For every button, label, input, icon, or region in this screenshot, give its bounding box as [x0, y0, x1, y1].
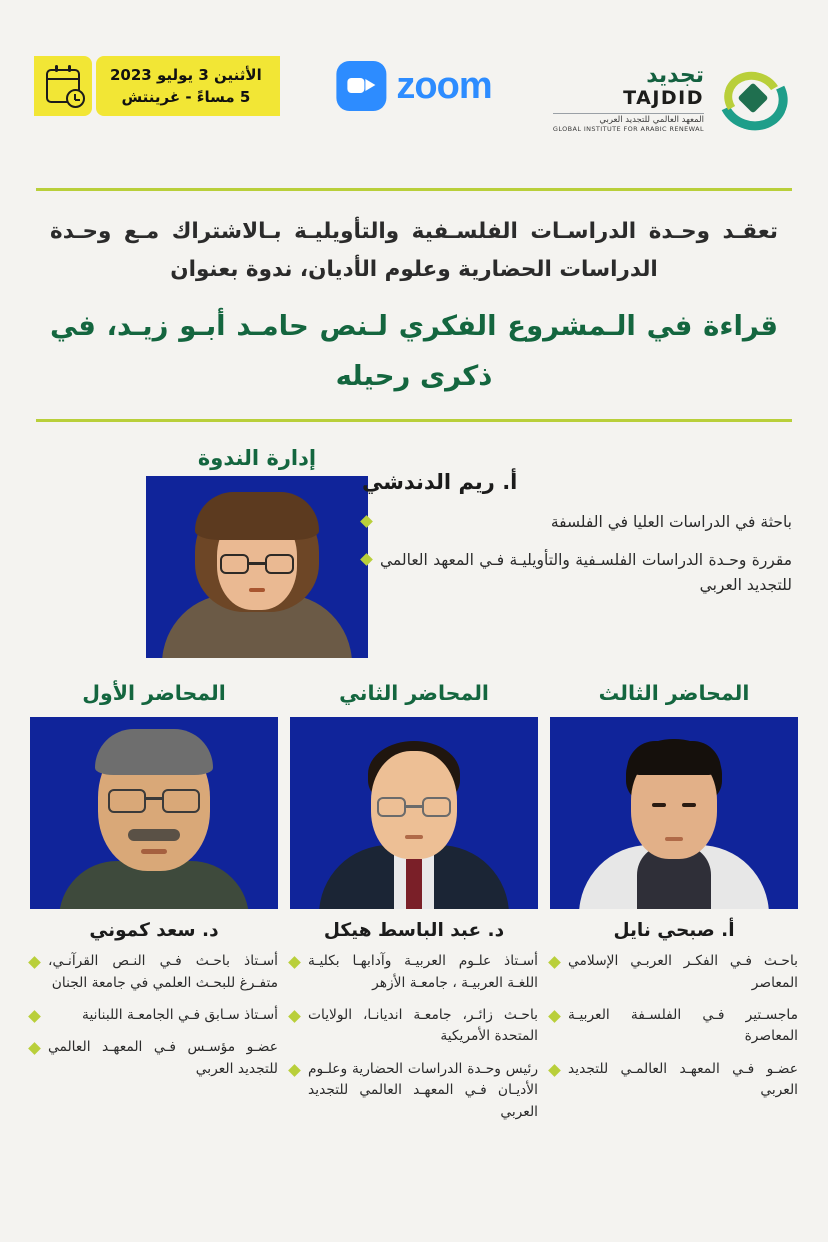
- speaker-point-text: عضـو مؤسـس فـي المعهـد العالمي للتجديد العربي: [48, 1039, 278, 1077]
- speaker-point-text: أسـتاذ باحـث فـي النـص القرآنـي، متفـرغ للبحـث العلمي في جامعة الجنان: [48, 953, 278, 991]
- speaker-point: [290, 1059, 538, 1123]
- speaker-two-photo: [290, 717, 538, 909]
- speaker-three-label: المحاضر الثالث: [598, 681, 750, 706]
- speaker-one-points: [30, 951, 278, 1080]
- intro-text: تعقـد وحـدة الدراسـات الفلسـفية والتأويليـة بـالاشتراك مـع وحـدة الدراسات الحضارية وعلوم الأديان، ندوة بعنوان: [50, 219, 778, 282]
- speaker-point: [30, 951, 278, 994]
- diamond-bullet-icon: [360, 553, 373, 566]
- calendar-clock-icon: [34, 56, 92, 116]
- speaker-point-text: أسـتاذ سـابق فـي الجامعـة اللبنانية: [82, 1007, 278, 1023]
- tajdid-logo-icon: [714, 62, 792, 134]
- speaker-three-photo: [550, 717, 798, 909]
- speaker-three-name: أ. صبحي نايل: [613, 920, 735, 942]
- tajdid-logo: [553, 62, 792, 134]
- speaker-two-name: د. عبد الباسط هيكل: [323, 920, 505, 942]
- speaker-point: [30, 1037, 278, 1080]
- diamond-bullet-icon: [288, 956, 301, 969]
- moderator-info: [362, 470, 792, 610]
- date-line-2: 5 مساءً - غرينتش: [121, 88, 251, 106]
- speaker-two-label: المحاضر الثاني: [339, 681, 489, 706]
- moderator-point: [362, 548, 792, 598]
- diamond-bullet-icon: [28, 1043, 41, 1056]
- seminar-headline: قراءة في الـمشروع الفكري لـنص حامـد أبـو زيـد، في ذكرى رحيله: [50, 310, 778, 392]
- diamond-bullet-icon: [360, 515, 373, 528]
- moderator-point: [362, 510, 792, 535]
- diamond-bullet-icon: [548, 956, 561, 969]
- date-line-1: الأثنين 3 يوليو 2023: [110, 66, 262, 84]
- speaker-point: [290, 951, 538, 994]
- speaker-two-points: [290, 951, 538, 1123]
- speaker-card-one: [30, 681, 278, 1134]
- diamond-bullet-icon: [28, 956, 41, 969]
- speaker-three-points: [550, 951, 798, 1101]
- zoom-label: zoom: [396, 64, 492, 107]
- zoom-platform-badge: [336, 61, 491, 111]
- speaker-point: [550, 951, 798, 994]
- logo-latin-name: TAJDID: [623, 87, 704, 110]
- speaker-point: [30, 1005, 278, 1026]
- video-camera-icon: [336, 61, 386, 111]
- diamond-bullet-icon: [288, 1010, 301, 1023]
- speakers-section: [30, 681, 798, 1134]
- speaker-one-photo: [30, 717, 278, 909]
- poster-header: [0, 0, 828, 170]
- speaker-point-text: أسـتاذ علـوم العربيـة وآدابهـا بكليـة اللغـة العربيـة ، جامعـة الأزهر: [308, 953, 538, 991]
- diamond-bullet-icon: [288, 1064, 301, 1077]
- moderator-point-text: مقررة وحـدة الدراسات الفلسـفية والتأويليـة فـي المعهد العالمي للتجديد العربي: [380, 551, 792, 594]
- logo-divider: [553, 113, 704, 114]
- speaker-point: [550, 1059, 798, 1102]
- speaker-one-label: المحاضر الأول: [82, 681, 226, 706]
- speaker-card-two: [290, 681, 538, 1134]
- speaker-point-text: عضـو فـي المعهـد العالمـي للتجديد العربي: [568, 1060, 798, 1099]
- date-badge: [34, 56, 280, 116]
- diamond-bullet-icon: [548, 1010, 561, 1023]
- speaker-point-text: باحـث زائـر، جامعـة اندیانـا، الولايات المتحدة الأمريكية: [308, 1007, 538, 1045]
- speaker-point: [290, 1005, 538, 1048]
- moderator-section: [36, 448, 792, 663]
- moderator-name: أ. ريم الدندشي: [362, 470, 518, 495]
- moderator-point-text: باحثة في الدراسات العليا في الفلسفة: [550, 513, 792, 532]
- logo-latin-subtitle: GLOBAL INSTITUTE FOR ARABIC RENEWAL: [552, 124, 704, 133]
- date-text-pill: [96, 56, 280, 116]
- speaker-point-text: رئيس وحـدة الدراسات الحضارية وعلـوم الأديـان فـي المعهـد العالمي للتجديد العربي: [308, 1060, 538, 1120]
- moderator-section-label: إدارة الندوة: [197, 446, 317, 471]
- speaker-point: [550, 1005, 798, 1048]
- speaker-card-three: [550, 681, 798, 1134]
- moderator-photo: [146, 476, 368, 658]
- title-block: [36, 188, 792, 422]
- speaker-one-name: د. سعد كموني: [89, 920, 219, 942]
- diamond-bullet-icon: [28, 1010, 41, 1023]
- speaker-point-text: ماجسـتير فـي الفلسـفة العربيـة المعاصرة: [568, 1007, 798, 1045]
- speaker-point-text: باحـث فـي الفكـر العربـي الإسلامي المعاصر: [568, 953, 798, 991]
- logo-arabic-subtitle: المعهد العالمي للتجديد العربي: [599, 114, 704, 125]
- diamond-bullet-icon: [548, 1064, 561, 1077]
- logo-arabic-name: تجديد: [646, 62, 704, 88]
- tajdid-logo-text: [553, 63, 704, 133]
